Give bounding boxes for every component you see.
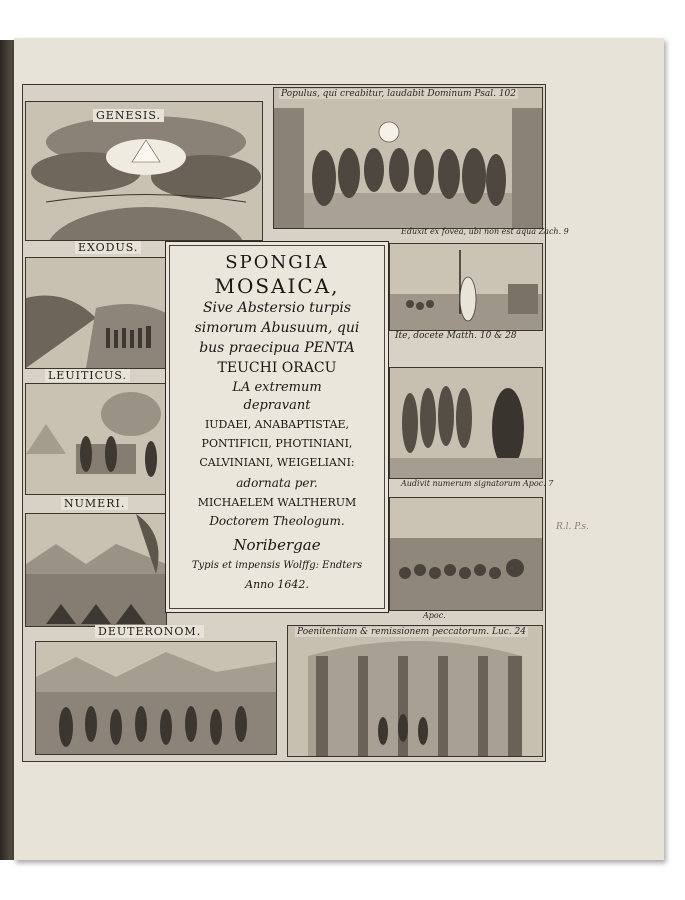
- margin-pencil-note: R.l. P.s.: [556, 522, 589, 532]
- panel-exodus: [25, 257, 167, 369]
- multitude-engraving: [390, 498, 542, 610]
- title-line-10: PONTIFICII, PHOTINIANI,: [201, 437, 353, 450]
- caption-eduxit: Eduxit ex fovea, ubi non est aqua Zach. 9: [401, 227, 569, 236]
- pentecost-engraving: [274, 88, 542, 228]
- panel-leviticus: [25, 383, 167, 495]
- genesis-engraving: [26, 102, 262, 240]
- panel-sealed: [389, 367, 543, 479]
- poenitentiam-engraving: [288, 626, 542, 756]
- panel-ite-docete: [389, 243, 543, 331]
- title-line-1: SPONGIA: [225, 252, 329, 273]
- sealed-engraving: [390, 368, 542, 478]
- title-line-12: adornata per.: [236, 476, 318, 490]
- title-line-14: Doctorem Theologum.: [209, 514, 345, 528]
- title-line-16: Typis et impensis Wolffg: Endters: [191, 560, 363, 571]
- engraved-plate: [22, 84, 569, 762]
- title-line-13: MICHAELEM WALTHERUM: [197, 496, 357, 509]
- title-line-8: depravant: [243, 398, 311, 413]
- leviticus-engraving: [26, 384, 166, 494]
- caption-poenitentiam: Poenitentiam & remissionem peccatorum. Luc. 24: [297, 627, 526, 637]
- label-numeri: NUMERI.: [61, 497, 128, 510]
- title-line-7: LA extremum: [232, 380, 322, 395]
- title-line-17: Anno 1642.: [245, 578, 309, 591]
- panel-numeri: [25, 513, 167, 627]
- caption-dedit: Audivit numerum signatorum Apoc. 7: [401, 479, 554, 488]
- title-line-2: MOSAICA,: [214, 274, 340, 298]
- label-exodus: EXODUS.: [75, 241, 141, 254]
- ite-engraving: [390, 244, 542, 330]
- title-line-15: Noribergae: [233, 536, 321, 554]
- caption-populus: Populus, qui creabitur, laudabit Dominum Psal. 102: [281, 89, 516, 99]
- title-line-6: TEUCHI ORACU: [217, 360, 337, 376]
- title-line-11: CALVINIANI, WEIGELIANI:: [199, 456, 355, 469]
- panel-genesis: [25, 101, 263, 241]
- title-line-5: bus praecipua PENTA: [199, 340, 355, 356]
- label-genesis: GENESIS.: [93, 109, 164, 122]
- deuteronom-engraving: [36, 642, 276, 754]
- title-line-9: IUDAEI, ANABAPTISTAE,: [204, 418, 350, 431]
- label-leviticus: LEUITICUS.: [45, 369, 130, 382]
- caption-apoc: Apoc.: [423, 611, 446, 620]
- panel-pentecost: [273, 87, 543, 229]
- title-line-3: Sive Abstersio turpis: [202, 300, 352, 316]
- title-cartouche: [165, 241, 389, 613]
- panel-poenitentiam: [287, 625, 543, 757]
- exodus-engraving: [26, 258, 166, 368]
- panel-multitude: [389, 497, 543, 611]
- panel-deuteronom: [35, 641, 277, 755]
- numeri-engraving: [26, 514, 166, 626]
- title-line-4: simorum Abusuum, qui: [194, 320, 360, 336]
- label-deuteronom: DEUTERONOM.: [95, 625, 204, 638]
- caption-ite: Ite, docete Matth. 10 & 28: [395, 331, 517, 341]
